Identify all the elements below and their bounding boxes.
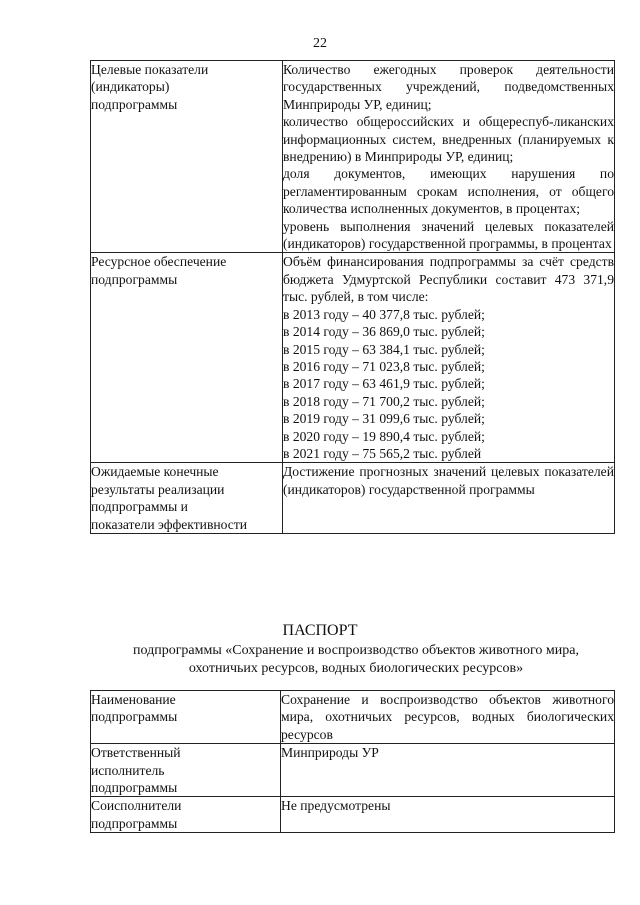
- table-row: [91, 691, 615, 744]
- funding-year-line: в 2021 году – 75 565,2 тыс. рублей: [283, 445, 482, 461]
- indicator-paragraph: уровень выполнения значений целевых показателей (индикаторов) государственной программы, в процентах: [283, 218, 614, 252]
- row-value-subprogram-name: [281, 691, 615, 744]
- label-line: Наименование: [91, 692, 176, 707]
- row-value-responsible-executor: [281, 744, 615, 797]
- table-row: [91, 253, 615, 463]
- funding-year-line: в 2017 году – 63 461,9 тыс. рублей;: [283, 376, 485, 392]
- label-line: подпрограммы: [91, 780, 178, 796]
- label-line: подпрограммы: [91, 815, 178, 831]
- row-value-resource-provision: [283, 253, 615, 463]
- row-value-target-indicators: [283, 61, 615, 253]
- funding-year-line: в 2016 году – 71 023,8 тыс. рублей;: [283, 358, 485, 374]
- label-line: Ресурсное обеспечение: [91, 254, 227, 270]
- subprogram-name-text: Сохранение и воспроизводство объектов животного мира, охотничьих ресурсов, водных биологических ресурсов: [281, 692, 614, 742]
- label-line: Ожидаемые конечные: [91, 464, 219, 480]
- label-line: результаты реализации: [91, 481, 225, 497]
- passport-subtitle-line-2: охотничьих ресурсов, водных биологических ресурсов»: [188, 661, 524, 676]
- indicator-paragraph: количество общероссийских и общереспуб-ликанских информационных систем, внедренных (планируемых к внедрению) в Минприроды УР, единиц;: [283, 114, 614, 165]
- label-line: подпрограммы и: [91, 499, 188, 515]
- label-line: показатели эффективности: [91, 516, 248, 532]
- row-value-expected-results: [283, 463, 615, 534]
- passport-title: ПАСПОРТ: [282, 622, 358, 639]
- row-label-responsible-executor: [91, 744, 281, 797]
- indicator-paragraph: Количество ежегодных проверок деятельности государственных учреждений, подведомственных Минприроды УР, единиц;: [283, 62, 614, 112]
- row-label-expected-results: [91, 463, 283, 534]
- funding-year-line: в 2020 году – 19 890,4 тыс. рублей;: [283, 428, 485, 444]
- table-row: [91, 463, 615, 534]
- label-line: подпрограммы: [91, 96, 178, 112]
- row-label-co-executors: [91, 797, 281, 833]
- label-line: Ответственный: [91, 745, 181, 761]
- label-line: (индикаторы): [91, 79, 170, 95]
- row-label-target-indicators: [91, 61, 283, 253]
- label-line: подпрограммы: [91, 271, 178, 287]
- funding-year-line: в 2018 году – 71 700,2 тыс. рублей;: [283, 393, 485, 409]
- funding-year-line: в 2019 году – 31 099,6 тыс. рублей;: [283, 411, 485, 427]
- row-label-subprogram-name: [91, 691, 281, 744]
- passport-table: [90, 690, 615, 833]
- funding-year-line: в 2013 году – 40 377,8 тыс. рублей;: [283, 306, 485, 322]
- row-label-resource-provision: [91, 253, 283, 463]
- label-line: Соисполнители: [91, 798, 182, 814]
- expected-results-text: Достижение прогнозных значений целевых показателей (индикаторов) государственной программы: [283, 464, 614, 497]
- table-row: [91, 797, 615, 833]
- table-row: [91, 744, 615, 797]
- co-executors-text: Не предусмотрены: [281, 798, 391, 814]
- label-line: исполнитель: [91, 762, 165, 778]
- subprogram-summary-table: [90, 60, 615, 534]
- label-line: подпрограммы: [91, 709, 178, 725]
- page-number: 22: [313, 36, 327, 51]
- row-value-co-executors: [281, 797, 615, 833]
- label-line: Целевые показатели: [91, 62, 209, 77]
- funding-intro: Объём финансирования подпрограммы за счёт средств бюджета Удмуртской Республики составит 473 371,9 тыс. рублей, в том числе:: [283, 254, 614, 305]
- funding-year-line: в 2015 году – 63 384,1 тыс. рублей;: [283, 341, 485, 357]
- passport-subtitle-line-1: подпрограммы «Сохранение и воспроизводство объектов животного мира,: [132, 643, 579, 658]
- funding-year-line: в 2014 году – 36 869,0 тыс. рублей;: [283, 324, 485, 340]
- indicator-paragraph: доля документов, имеющих нарушения по регламентированным срокам исполнения, от общего количества исполненных документов, в процентах;: [283, 166, 614, 217]
- table-row: [91, 61, 615, 253]
- responsible-executor-text: Минприроды УР: [281, 745, 379, 761]
